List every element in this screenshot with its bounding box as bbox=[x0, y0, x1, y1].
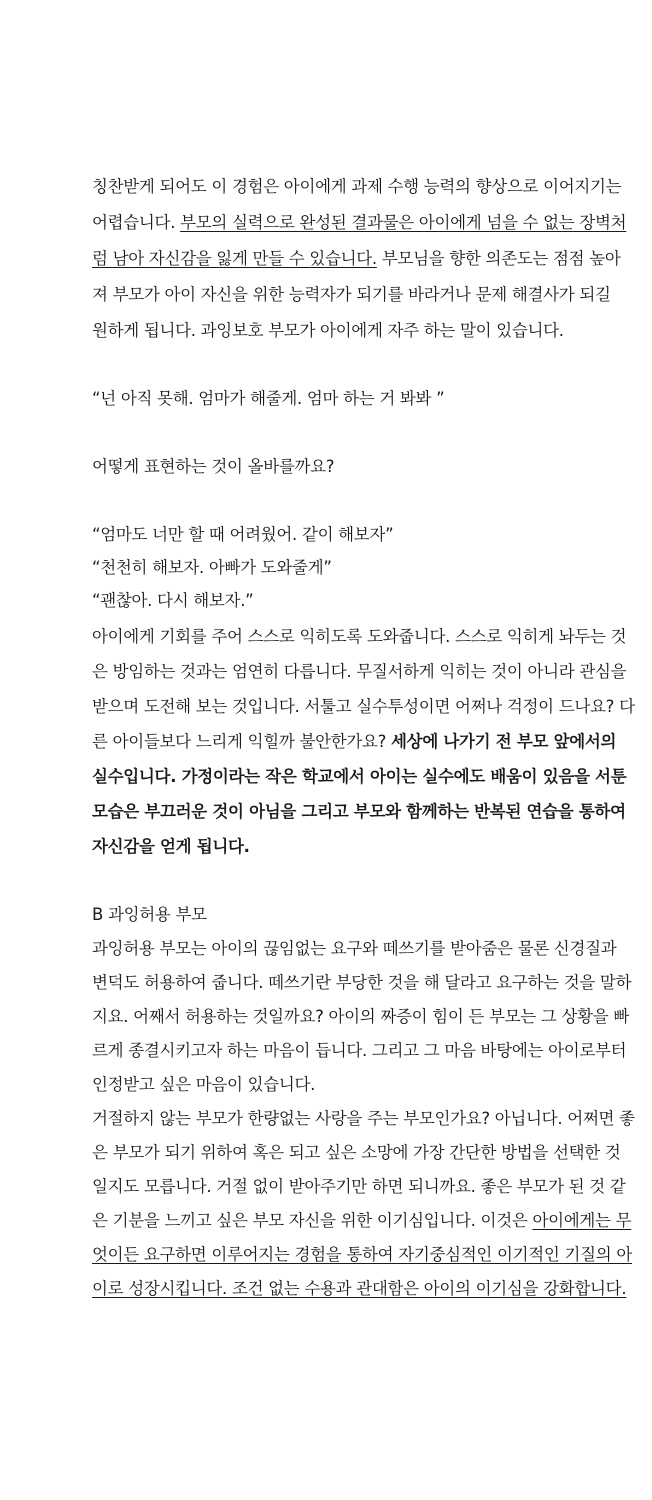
paragraph-2-line-2: 은 방임하는 것과는 엄연히 다릅니다. 무질서하게 익히는 것이 아니라 관심을 bbox=[92, 662, 627, 681]
question-line: 어떻게 표현하는 것이 올바를까요? bbox=[92, 457, 335, 476]
quote-item: “엄마도 너만 할 때 어려웠어. 같이 해보자” bbox=[92, 525, 394, 544]
paragraph-4-line-3: 일지도 모릅니다. 거절 없이 받아주기만 하면 되니까요. 좋은 부모가 된 것 같 bbox=[92, 1177, 626, 1196]
paragraph-4-line-6: 이로 성장시킵니다. 조건 없는 수용과 관대함은 아이의 이기심을 강화합니다. bbox=[92, 1279, 627, 1298]
underlined-text: 아이에게는 무 bbox=[532, 1211, 632, 1230]
section-heading: B 과잉허용 부모 bbox=[92, 905, 207, 924]
paragraph-4-line-2: 은 부모가 되기 위하여 혹은 되고 싶은 소망에 가장 간단한 방법을 선택한 것 bbox=[92, 1143, 621, 1162]
paragraph-4-line-4: 은 기분을 느끼고 싶은 부모 자신을 위한 이기심입니다. 이것은 아이에게는 무 bbox=[92, 1211, 632, 1230]
paragraph-1-line-1: 칭찬받게 되어도 이 경험은 아이에게 과제 수행 능력의 향상으로 이어지기는 bbox=[92, 177, 622, 196]
paragraph-3-line-4: 르게 종결시키고자 하는 마음이 듭니다. 그리고 그 마음 바탕에는 아이로부터 bbox=[92, 1041, 627, 1060]
paragraph-4-line-1: 거절하지 않는 부모가 한량없는 사랑을 주는 부모인가요? 아닙니다. 어쩌면 좋 bbox=[92, 1109, 635, 1128]
underlined-text: 부모의 실력으로 완성된 결과물은 아이에게 넘을 수 없는 장벽처 bbox=[180, 213, 627, 232]
paragraph-2-line-7: 자신감을 얻게 됩니다. bbox=[92, 837, 250, 856]
paragraph-2-line-1: 아이에게 기회를 주어 스스로 익히도록 도와줍니다. 스스로 익히게 놔두는 것 bbox=[92, 627, 627, 646]
paragraph-1-line-5: 원하게 됩니다. 과잉보호 부모가 아이에게 자주 하는 말이 있습니다. bbox=[92, 321, 564, 340]
paragraph-2-line-5: 실수입니다. 가정이라는 작은 학교에서 아이는 실수에도 배움이 있음을 서툰 bbox=[92, 767, 627, 786]
paragraph-2-line-3: 받으며 도전해 보는 것입니다. 서툴고 실수투성이면 어쩌나 걱정이 드나요? 다 bbox=[92, 697, 635, 716]
quote-item: “괜찮아. 다시 해보자.” bbox=[92, 591, 254, 610]
paragraph-1-line-2: 어렵습니다. 부모의 실력으로 완성된 결과물은 아이에게 넘을 수 없는 장벽처 bbox=[92, 213, 627, 232]
paragraph-3-line-5: 인정받고 싶은 마음이 있습니다. bbox=[92, 1075, 316, 1094]
paragraph-1-line-3: 럼 남아 자신감을 잃게 만들 수 있습니다. 부모님을 향한 의존도는 점점 높아 bbox=[92, 249, 621, 268]
quote-item: “천천히 해보자. 아빠가 도와줄게” bbox=[92, 558, 332, 577]
quote-line: “넌 아직 못해. 엄마가 해줄게. 엄마 하는 거 봐봐 ” bbox=[92, 389, 445, 408]
paragraph-3-line-2: 변덕도 허용하여 줍니다. 떼쓰기란 부당한 것을 해 달라고 요구하는 것을 말하 bbox=[92, 973, 632, 992]
paragraph-2-line-4: 른 아이들보다 느리게 익힐까 불안한가요? 세상에 나가기 전 부모 앞에서의 bbox=[92, 732, 617, 751]
paragraph-1-line-4: 져 부모가 아이 자신을 위한 능력자가 되기를 바라거나 문제 해결사가 되길 bbox=[92, 285, 611, 304]
bold-text: 세상에 나가기 전 부모 앞에서의 bbox=[391, 732, 617, 751]
paragraph-3-line-1: 과잉허용 부모는 아이의 끊임없는 요구와 떼쓰기를 받아줌은 물론 신경질과 bbox=[92, 939, 617, 958]
underlined-text: 럼 남아 자신감을 잃게 만들 수 있습니다. bbox=[92, 249, 377, 268]
paragraph-3-line-3: 지요. 어째서 허용하는 것일까요? 아이의 짜증이 힘이 든 부모는 그 상황을 빠 bbox=[92, 1007, 629, 1026]
paragraph-2-line-6: 모습은 부끄러운 것이 아님을 그리고 부모와 함께하는 반복된 연습을 통하여 bbox=[92, 802, 626, 821]
paragraph-4-line-5: 엇이든 요구하면 이루어지는 경험을 통하여 자기중심적인 이기적인 기질의 아 bbox=[92, 1245, 633, 1264]
